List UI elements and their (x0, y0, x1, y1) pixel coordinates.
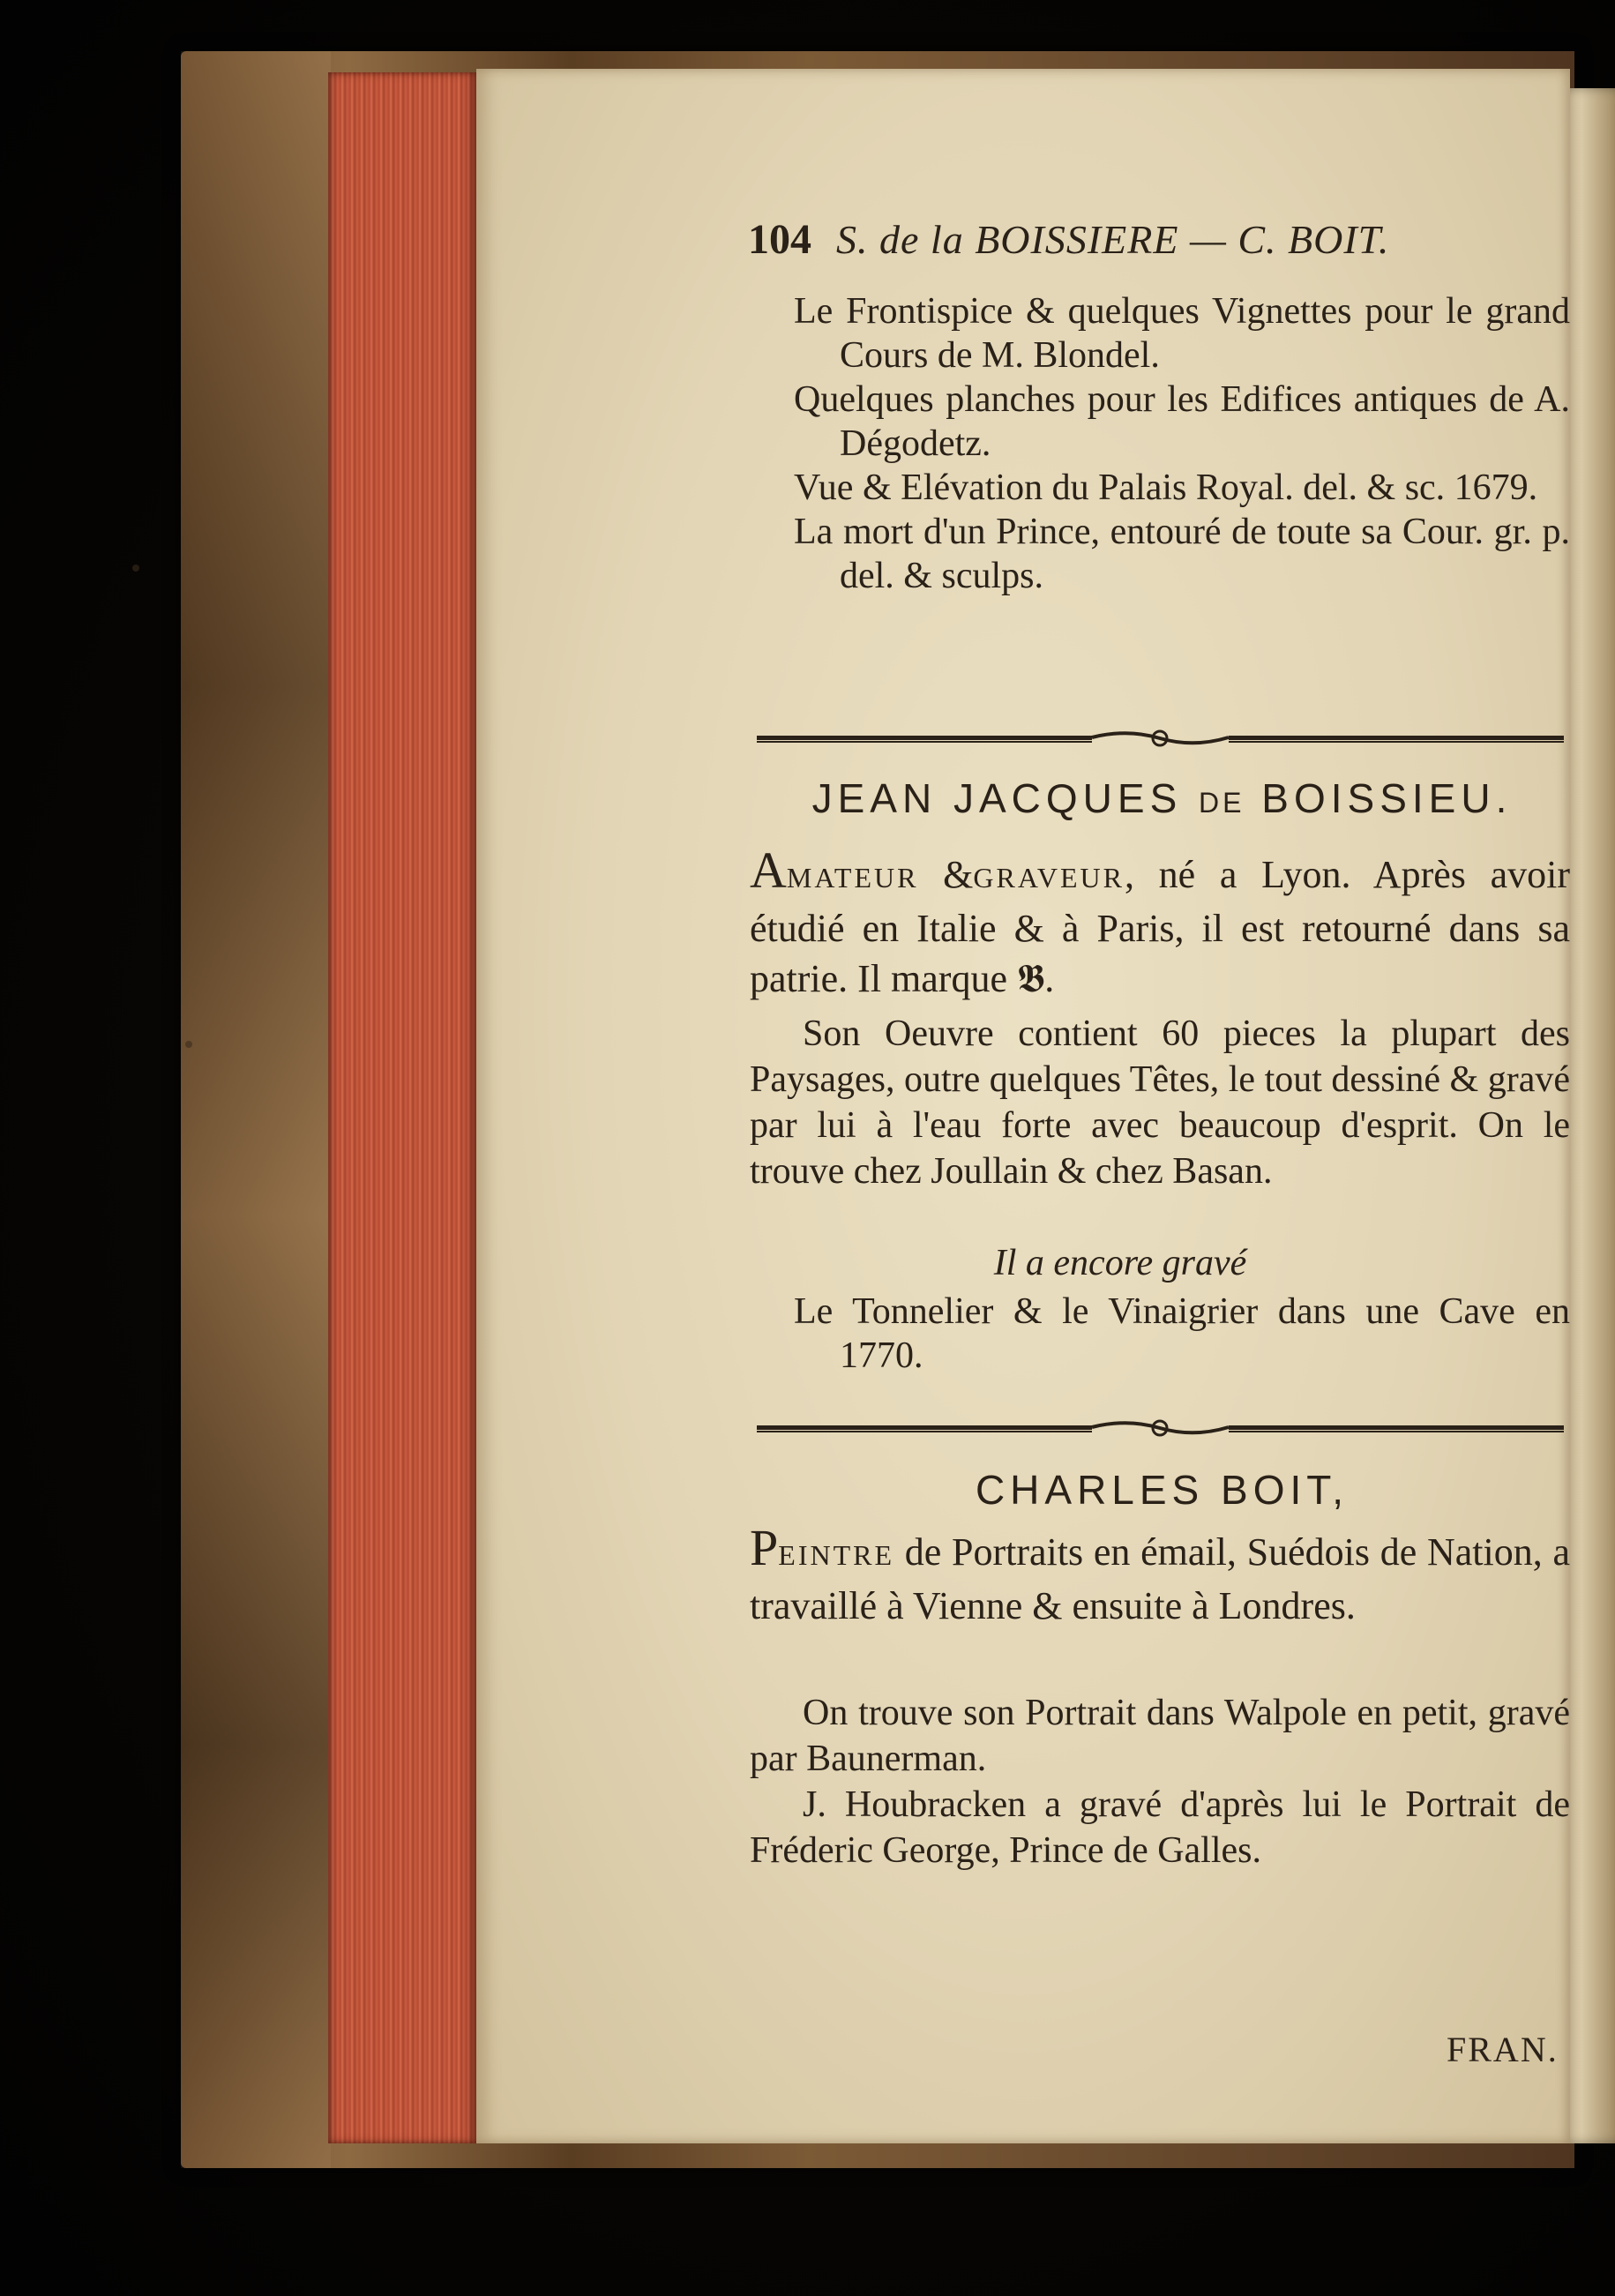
catchword: FRAN. (1447, 2030, 1559, 2069)
entry-line: Quelques planches pour les Edifices antiques de A. Dégodetz. (794, 379, 1570, 464)
title-part: BOISSIEU. (1261, 775, 1513, 821)
boit-para-2: J. Houbracken a gravé d'après lui le Portrait de Fréderic George, Prince de Galles. (750, 1784, 1570, 1871)
intro-text: & (918, 853, 974, 896)
entry-line: Le Tonnelier & le Vinaigrier dans une Cave en 1770. (794, 1291, 1570, 1376)
title-part: JEAN JACQUES (811, 775, 1183, 821)
boit-para-1: On trouve son Portrait dans Walpole en petit, gravé par Baunerman. (750, 1693, 1570, 1779)
title-particle: DE (1199, 787, 1245, 819)
initial-capital: P (750, 1519, 779, 1576)
intro-text: , né a Lyon. Après avoir étudié en Italie & à Paris, il est retourné dans sa patrie. Il marque 𝕭. (750, 853, 1570, 1000)
section-title-boissieu (759, 774, 1566, 822)
page-number: 104 (748, 216, 811, 263)
ornamental-rule-2 (757, 1418, 1564, 1438)
entry-line: Vue & Elévation du Palais Royal. del. & sc. 1679. (794, 467, 1538, 508)
boissieu-works (794, 1290, 1570, 1378)
encore-heading: Il a encore gravé (993, 1243, 1247, 1283)
section-title-boit: CHARLES BOIT, (975, 1467, 1350, 1513)
binding-spine-shading (181, 51, 331, 2168)
dust-speck (132, 565, 139, 572)
entry-line: Le Frontispice & quelques Vignettes pour le grand Cours de M. Blondel. (794, 291, 1570, 376)
continued-entries (794, 289, 1570, 598)
boit-intro (750, 1519, 1570, 1631)
ornamental-rule-1 (757, 729, 1564, 748)
intro-text: de Portraits en émail, Suédois de Nation, a travaillé à Vienne & ensuite à Londres. (750, 1530, 1570, 1627)
page-text-area (476, 69, 1570, 2143)
small-caps-text: GRAVEUR (973, 862, 1125, 894)
red-page-edges (328, 72, 476, 2143)
boissieu-intro (750, 841, 1570, 1004)
book-page (476, 69, 1570, 2143)
small-caps-text: MATEUR (786, 862, 919, 894)
dust-speck (185, 1041, 192, 1048)
small-caps-text: EINTRE (778, 1539, 895, 1571)
running-header (748, 215, 1568, 264)
entry-line: La mort d'un Prince, entouré de toute sa Cour. gr. p. del. & sculps. (794, 512, 1570, 596)
boissieu-oeuvre: Son Oeuvre contient 60 pieces la plupart des Paysages, outre quelques Têtes, le tout dessiné & gravé par lui à l'eau forte avec beaucoup d'esprit. On le trouve chez Joullain & chez Basan. (750, 1013, 1570, 1192)
running-title: S. de la BOISSIERE — C. BOIT. (836, 217, 1390, 262)
initial-capital: A (750, 841, 787, 899)
